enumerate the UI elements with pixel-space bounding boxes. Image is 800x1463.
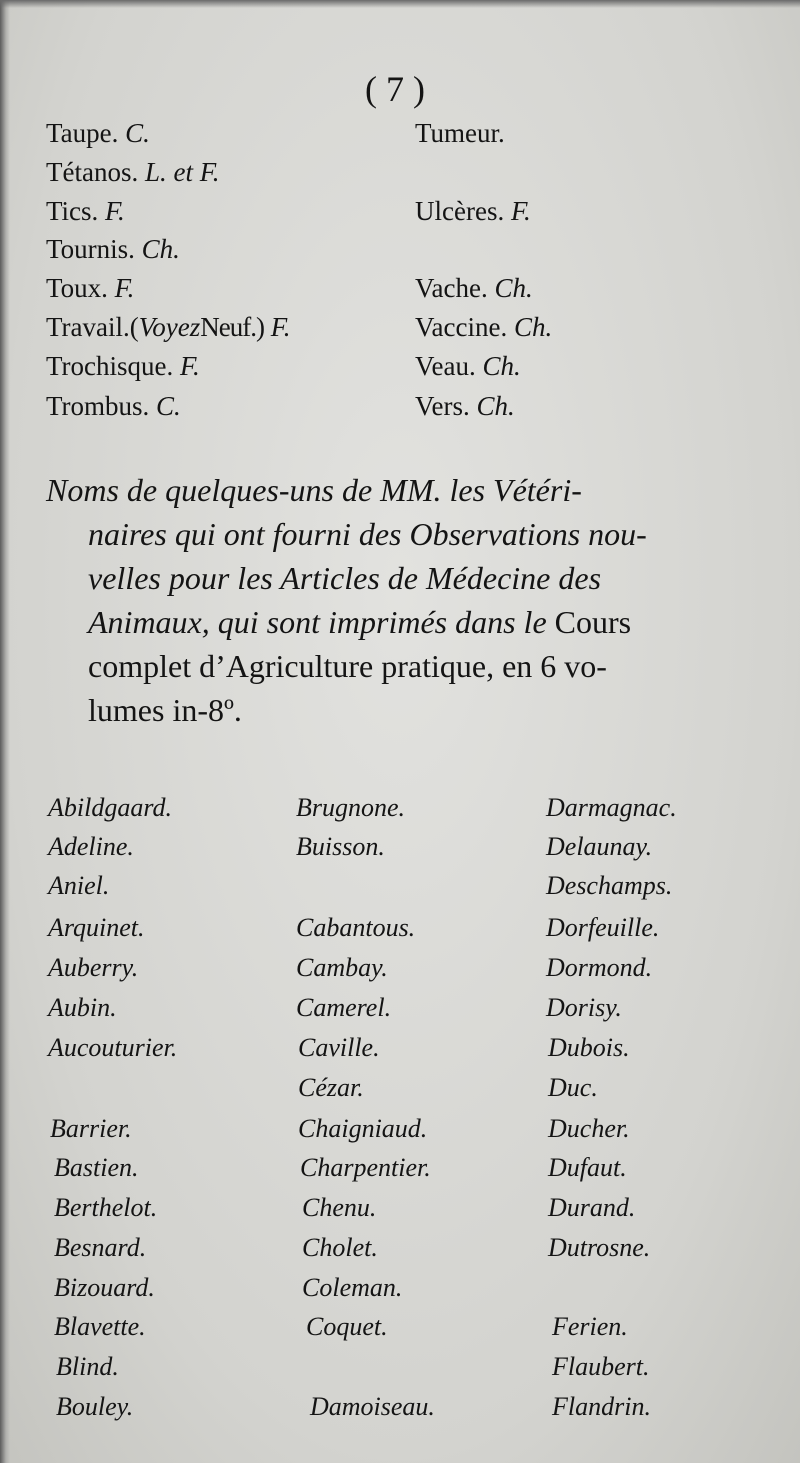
index-entry: Trochisque. F. [46, 351, 200, 381]
vet-name: Delaunay. [546, 832, 653, 861]
vet-name: Arquinet. [48, 913, 145, 942]
paragraph-line: velles pour les Articles de Médecine des [88, 560, 602, 596]
vet-name: Blavette. [54, 1312, 146, 1341]
vet-name: Besnard. [54, 1233, 147, 1262]
vet-name: Auberry. [48, 953, 139, 982]
vet-name: Deschamps. [546, 871, 673, 900]
vet-name: Aubin. [48, 993, 117, 1022]
paragraph-line: complet d’Agriculture pratique, en 6 vo- [88, 648, 607, 684]
vet-name: Darmagnac. [546, 793, 677, 822]
paragraph-line: Animaux, qui sont imprimés dans le Cours [88, 604, 632, 640]
vet-name: Dutrosne. [548, 1233, 651, 1262]
index-entry: Tumeur. [415, 118, 505, 148]
vet-name: Adeline. [48, 832, 134, 861]
vet-name: Bouley. [56, 1392, 134, 1421]
vet-name: Bastien. [54, 1153, 139, 1182]
vet-name: Buisson. [296, 832, 385, 861]
index-entry: Vaccine. Ch. [415, 312, 553, 342]
page-edge-shadow [0, 0, 10, 1463]
vet-name: Brugnone. [296, 793, 406, 822]
vet-name: Camerel. [296, 993, 392, 1022]
vet-name: Dufaut. [548, 1153, 627, 1182]
vet-name: Dormond. [546, 953, 653, 982]
index-entry: Trombus. C. [46, 391, 181, 421]
vet-name: Charpentier. [300, 1153, 431, 1182]
vet-name: Aniel. [48, 871, 110, 900]
vet-name: Blind. [56, 1352, 119, 1381]
vet-name: Aucouturier. [48, 1033, 178, 1062]
vet-name: Flandrin. [552, 1392, 651, 1421]
vet-name: Cézar. [298, 1073, 364, 1102]
vet-name: Cabantous. [296, 913, 416, 942]
paragraph-line: naires qui ont fourni des Observations nou- [88, 516, 647, 552]
vet-name: Chaigniaud. [298, 1114, 428, 1143]
index-entry: Vache. Ch. [415, 273, 533, 303]
index-entry: Toux. F. [46, 273, 135, 303]
index-entry: Veau. Ch. [415, 351, 521, 381]
vet-name: Barrier. [50, 1114, 132, 1143]
vet-name: Chenu. [302, 1193, 377, 1222]
vet-name: Duc. [548, 1073, 598, 1102]
intro-paragraph [46, 468, 760, 732]
vet-name: Dorisy. [546, 993, 622, 1022]
index-entry: Ulcères. F. [415, 196, 531, 226]
index-entry: Vers. Ch. [415, 391, 515, 421]
paragraph-line: Noms de quelques-uns de MM. les Vétéri- [46, 472, 582, 508]
index-entry: Taupe. C. [46, 118, 150, 148]
index-entry: Tics. F. [46, 196, 125, 226]
index-entry: Travail.(VoyezNeuf.) F. [46, 312, 291, 342]
vet-name: Berthelot. [54, 1193, 158, 1222]
vet-name: Dubois. [548, 1033, 630, 1062]
vet-name: Bizouard. [54, 1273, 155, 1302]
vet-name: Abildgaard. [48, 793, 172, 822]
vet-name: Caville. [298, 1033, 380, 1062]
vet-name: Flaubert. [552, 1352, 650, 1381]
vet-name: Coquet. [306, 1312, 388, 1341]
vet-name: Ferien. [552, 1312, 628, 1341]
page-top-shadow [0, 0, 800, 8]
vet-name: Cholet. [302, 1233, 378, 1262]
page-number: ( 7 ) [365, 69, 425, 109]
vet-name: Ducher. [548, 1114, 630, 1143]
vet-name: Damoiseau. [310, 1392, 435, 1421]
index-entry: Tournis. Ch. [46, 234, 180, 264]
vet-name: Durand. [548, 1193, 636, 1222]
vet-name: Cambay. [296, 953, 388, 982]
index-entry: Tétanos. L. et F. [46, 157, 220, 187]
paragraph-line: lumes in-8º. [88, 692, 242, 728]
vet-name: Coleman. [302, 1273, 403, 1302]
vet-name: Dorfeuille. [546, 913, 660, 942]
